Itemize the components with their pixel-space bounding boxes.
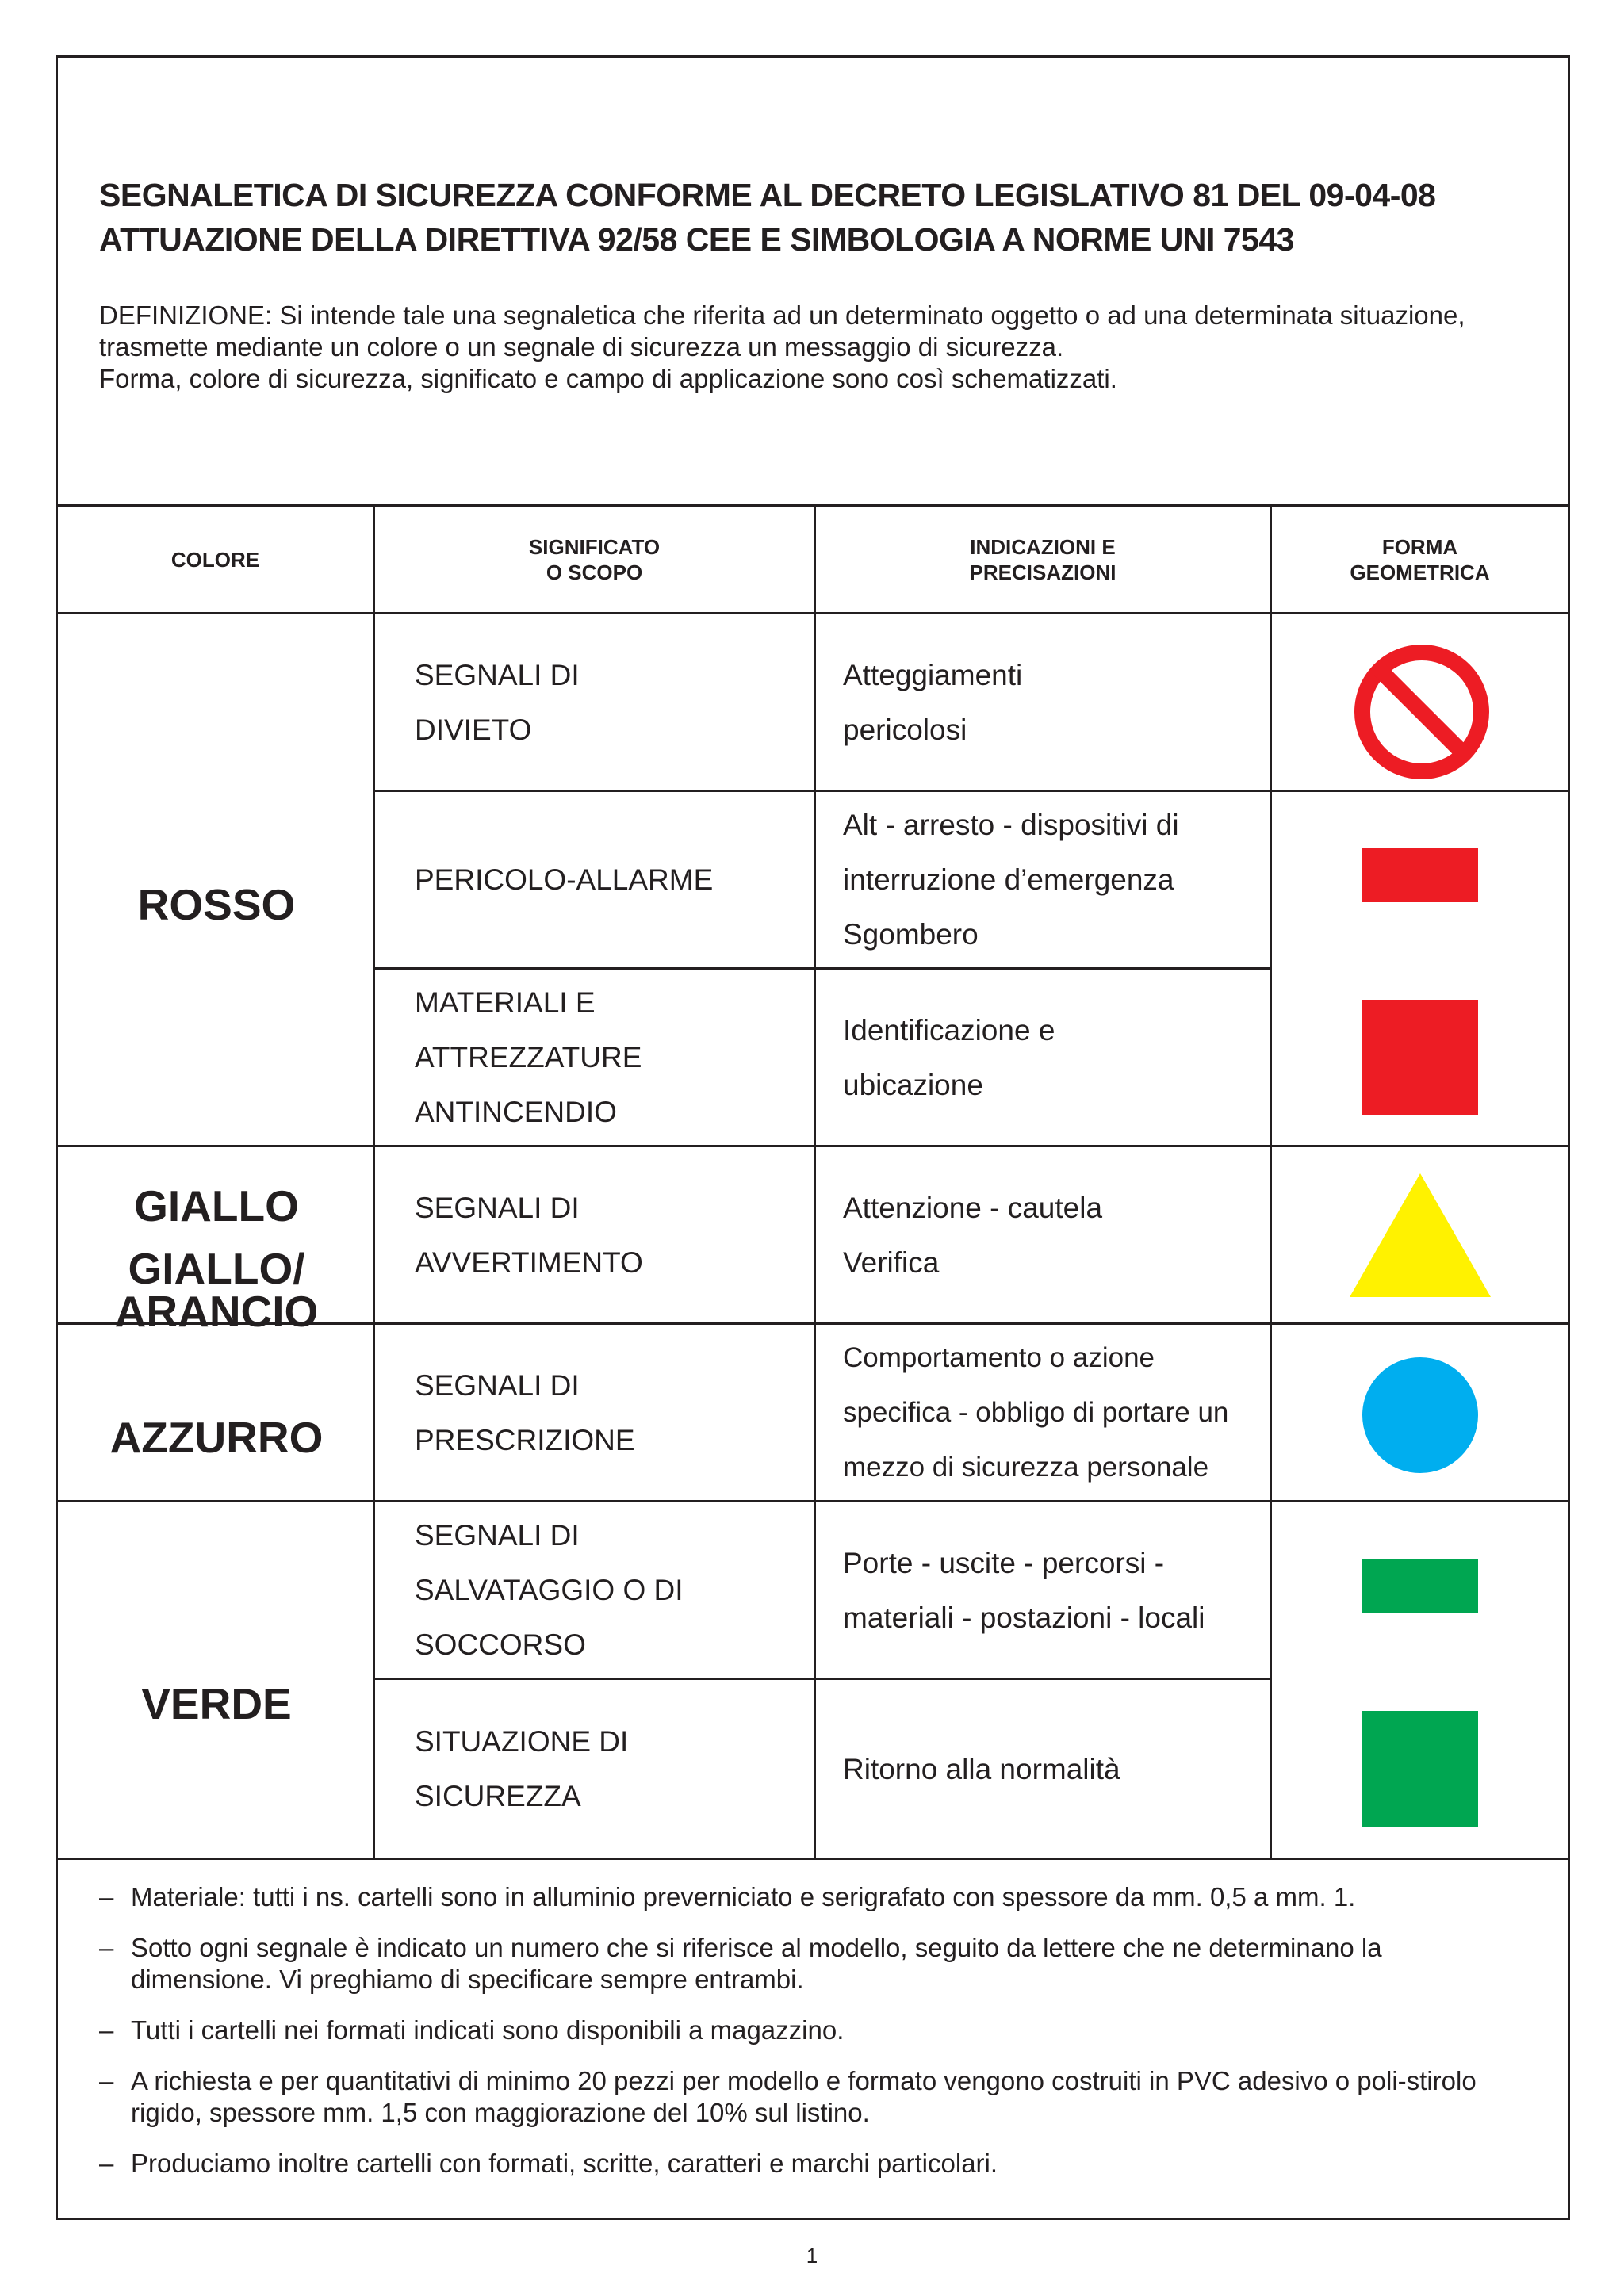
note-text: Sotto ogni segnale è indicato un numero che si riferisce al modello, seguito da lettere che ne determinano la dimensione. Vi preghiamo di specificare sempre entrambi. <box>131 1933 1382 1994</box>
color-label-giallo-arancio: GIALLO/ ARANCIO <box>114 1244 319 1336</box>
notes-list <box>99 1881 1526 2198</box>
significato-text: PERICOLO-ALLARME <box>415 863 714 896</box>
title-line-1: SEGNALETICA DI SICUREZZA CONFORME AL DECRETO LEGISLATIVO 81 DEL 09-04-08 <box>99 177 1436 213</box>
definition-line-2: trasmette mediante un colore o un segnale di sicurezza un messaggio di sicurezza. <box>99 332 1064 362</box>
significato-text: SITUAZIONE DI SICUREZZA <box>415 1725 629 1812</box>
note-item <box>99 1932 1526 1996</box>
definition-line-3: Forma, colore di sicurezza, significato e campo di applicazione sono così schematizzati. <box>99 364 1117 393</box>
note-item <box>99 2065 1526 2129</box>
indicazioni-text: Atteggiamenti pericolosi <box>843 658 1023 746</box>
header-significato: SIGNIFICATO O SCOPO <box>528 534 661 584</box>
indicazioni-cell <box>843 970 1287 1145</box>
color-label-azzurro: AZZURRO <box>109 1413 324 1462</box>
significato-cell <box>415 1147 843 1322</box>
document-title <box>99 173 1542 262</box>
header-forma: FORMA GEOMETRICA <box>1350 534 1490 584</box>
note-dash: – <box>99 2149 114 2178</box>
note-dash: – <box>99 2015 114 2045</box>
indicazioni-text: Identificazione e ubicazione <box>843 1013 1055 1101</box>
indicazioni-text: Porte - uscite - percorsi - materiali - postazioni - locali <box>843 1546 1205 1634</box>
significato-text: SEGNALI DI PRESCRIZIONE <box>415 1368 635 1456</box>
note-dash: – <box>99 1882 114 1911</box>
indicazioni-text: Ritorno alla normalità <box>843 1752 1120 1785</box>
title-line-2: ATTUAZIONE DELLA DIRETTIVA 92/58 CEE E SIMBOLOGIA A NORME UNI 7543 <box>99 221 1294 258</box>
blue-circle-shape <box>1361 1356 1480 1475</box>
indicazioni-cell <box>843 1680 1287 1858</box>
indicazioni-cell <box>843 1147 1287 1322</box>
page-number: 1 <box>806 2244 818 2267</box>
note-text: Tutti i cartelli nei formati indicati sono disponibili a magazzino. <box>131 2015 845 2045</box>
significato-cell <box>415 1325 843 1500</box>
color-label-giallo: GIALLO <box>134 1181 299 1230</box>
significato-cell <box>415 1680 843 1858</box>
significato-cell <box>415 792 843 967</box>
note-text: Produciamo inoltre cartelli con formati, scritte, caratteri e marchi particolari. <box>131 2149 998 2178</box>
header-indicazioni: INDICAZIONI E PRECISAZIONI <box>969 534 1116 584</box>
indicazioni-text: Alt - arresto - dispositivi di interruzione d’emergenza Sgombero <box>843 809 1179 951</box>
indicazioni-cell <box>843 1325 1287 1500</box>
note-item <box>99 2148 1526 2179</box>
indicazioni-cell <box>843 1502 1287 1678</box>
table-col-divider-1 <box>373 504 375 1860</box>
significato-cell <box>415 614 843 790</box>
note-item <box>99 1881 1526 1913</box>
significato-cell <box>415 970 843 1145</box>
document-frame <box>56 55 1570 2220</box>
header-colore: COLORE <box>170 547 260 572</box>
table-bottom-border <box>58 1858 1568 1860</box>
indicazioni-cell <box>843 614 1287 790</box>
note-dash: – <box>99 1933 114 1962</box>
indicazioni-cell <box>843 792 1287 967</box>
significato-text: SEGNALI DI AVVERTIMENTO <box>415 1191 643 1279</box>
prohibition-sign-icon <box>1350 641 1493 783</box>
color-label-rosso: ROSSO <box>137 880 296 929</box>
significato-text: MATERIALI E ATTREZZATURE ANTINCENDIO <box>415 986 642 1128</box>
significato-cell <box>415 1502 843 1678</box>
significato-text: SEGNALI DI SALVATAGGIO O DI SOCCORSO <box>415 1519 684 1661</box>
indicazioni-text: Comportamento o azione specifica - obbligo di portare un mezzo di sicurezza personale <box>843 1342 1229 1483</box>
note-item <box>99 2015 1526 2046</box>
definition-line-1: DEFINIZIONE: Si intende tale una segnaletica che riferita ad un determinato oggetto o ad una determinata situazione, <box>99 300 1465 330</box>
green-square-shape <box>1362 1711 1478 1827</box>
red-rectangle-shape <box>1362 848 1478 902</box>
indicazioni-text: Attenzione - cautela Verifica <box>843 1191 1103 1279</box>
green-rectangle-shape <box>1362 1559 1478 1613</box>
note-text: Materiale: tutti i ns. cartelli sono in alluminio preverniciato e serigrafato con spessore da mm. 0,5 a mm. 1. <box>131 1882 1356 1911</box>
definition-paragraph <box>99 300 1542 395</box>
note-text: A richiesta e per quantitativi di minimo 20 pezzi per modello e formato vengono costruiti in PVC adesivo o poli-stirolo rigido, spessore mm. 1,5 con maggiorazione del 10% sul listino. <box>131 2066 1477 2127</box>
significato-text: SEGNALI DI DIVIETO <box>415 658 580 746</box>
color-label-verde: VERDE <box>141 1679 292 1728</box>
note-dash: – <box>99 2066 114 2095</box>
red-square-shape <box>1362 1000 1478 1115</box>
yellow-triangle-shape <box>1346 1170 1494 1300</box>
